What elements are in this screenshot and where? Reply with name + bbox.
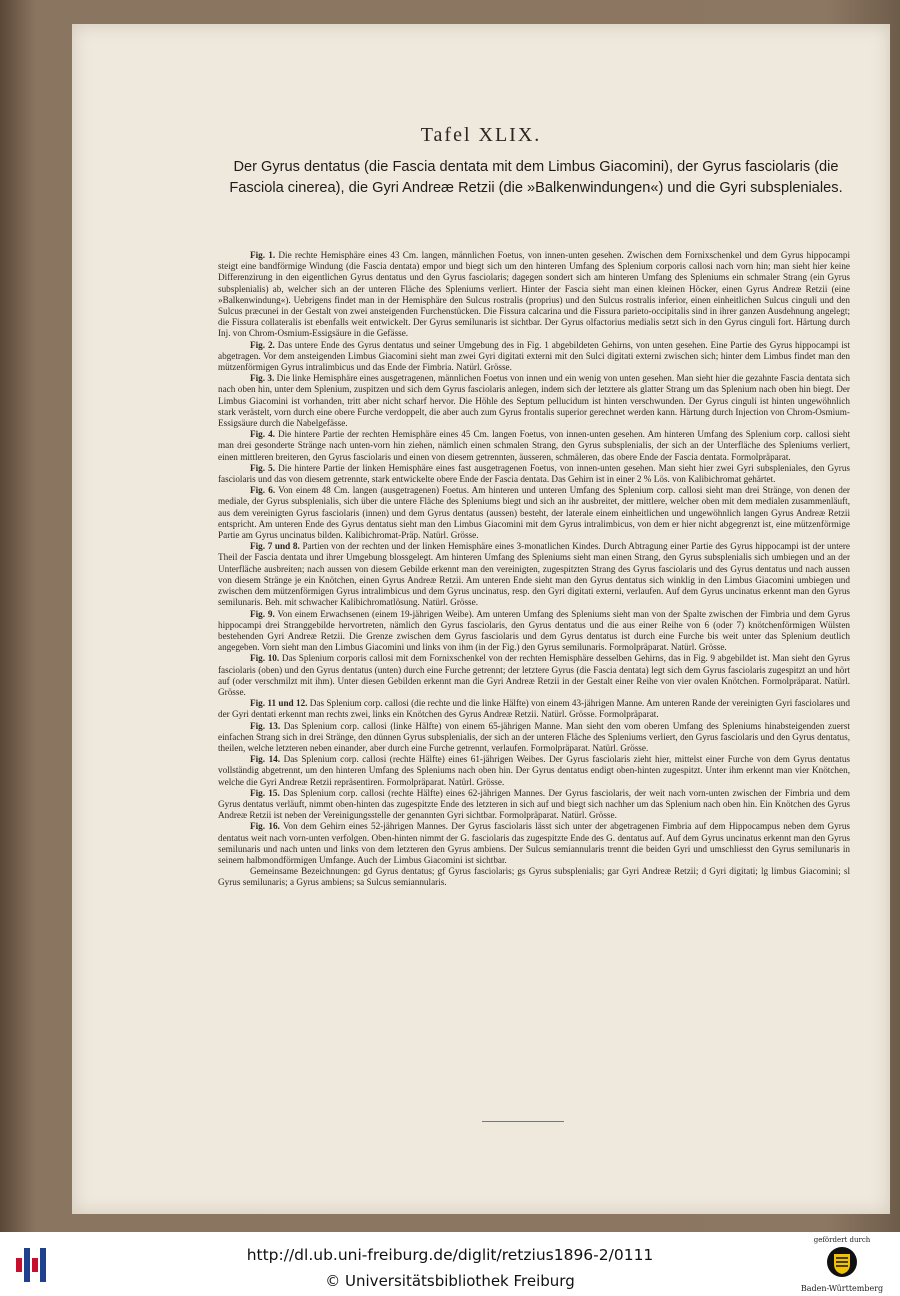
- paragraph-fig-6: Fig. 6. Von einem 48 Cm. langen (ausgetragenen) Foetus. Am hinteren und unteren Umfang des Splenium corp. callosi sieht man drei Stränge, von denen der mediale, der Gyrus subsplenialis, sich über die untere Fläche des Spleniums biegt und sich an ihr ausbreitet, der mittlere, welcher oben mit dem medialen zusammenläuft, aus dem vereinigten Gyrus fasciolaris (innen) und dem Gyrus dentatus (aussen) besteht, der laterale einem einheitlichen und ungewöhnlich langen Gyrus Andreæ Retzii entspricht. Am unteren Ende des Gyrus dentatus sieht man den Limbus Giacomini mit dem Gyrus intralimbicus, von dem er hier nicht abgegrenzt ist, eine mützenförmige Partie am Gyrus uncinatus bilden. Kalibichromat-Präp. Natürl. Grösse.: [218, 485, 850, 541]
- plate-heading: Der Gyrus dentatus (die Fascia dentata mit dem Limbus Giacomini), der Gyrus fasciolaris (die Fasciola cinerea), die Gyri Andreæ Retzii (die »Balkenwindungen«) und die Gyri subspleniales.: [229, 159, 843, 196]
- paragraph-fig-11-12: Fig. 11 und 12. Das Splenium corp. callosi (die rechte und die linke Hälfte) von einem 43-jährigen Manne. Am unteren Rande der vereinigten Gyri fasciolares und der Gyri dentati erkennt man rechts zwei, links ein Knötchen des Gyrus Andreæ Retzii. Natürl. Grösse. Formolpräparat.: [218, 698, 850, 720]
- funder-badge: [790, 1236, 894, 1294]
- paragraph-fig-14: Fig. 14. Das Splenium corp. callosi (rechte Hälfte) eines 61-jährigen Weibes. Der Gyrus fasciolaris zieht hier, mittelst einer Furche von dem Gyrus dentatus vollständig abgetrennt, um den hinteren Umfang des Spleniums nach oben hin. Der Gyrus dentatus endigt oben-hinten zugespitzt. Unter ihm erkennt man vier Knötchen, welche die Gyri Andreæ Retzii repräsentiren. Formolpräparat. Natürl. Grösse.: [218, 754, 850, 787]
- paragraph-fig-4: Fig. 4. Die hintere Partie der rechten Hemisphäre eines 45 Cm. langen Foetus, von innen-unten gesehen. Am hinteren Umfang des Splenium corp. callosi sieht man drei gesonderte Stränge nach unten-vorn hin ziehen, nämlich einen schmalen Strang, den Gyrus subsplenialis, der sich an der Unterfläche des Spleniums verliert, einen mittleren breiteren, den Gyrus fasciolaris und einen von diesem getrennten, äusseren, schmäleren, das obere Ende der Fascia dentata. Formolpräparat.: [218, 429, 850, 462]
- paragraph-legend: Gemeinsame Bezeichnungen: gd Gyrus dentatus; gf Gyrus fasciolaris; gs Gyrus subsplenialis; gar Gyri Andreæ Retzii; d Gyri digitati; lg limbus Giacomini; sl Gyrus semilunaris; a Gyrus ambiens; sa Sulcus semiannularis.: [218, 866, 850, 888]
- paragraph-fig-15: Fig. 15. Das Splenium corp. callosi (rechte Hälfte) eines 62-jährigen Mannes. Der Gyrus fasciolaris, der weit nach vorn-unten zwischen der Fimbria und dem Gyrus dentatus verläuft, nimmt oben-hinten das zugespitzte Ende des letzteren in sich auf und biegt sich nachher um das Splenium nach oben hin. Ein Knötchen des Gyrus Andreæ Retzii ist neben der Vereinigungsstelle der genannten Gyri sichtbar. Formolpräparat. Natürl. Grösse.: [218, 787, 850, 821]
- copyright-text: © Universitätsbibliothek Freiburg: [325, 1272, 575, 1290]
- source-url-link[interactable]: http://dl.ub.uni-freiburg.de/diglit/retzius1896-2/0111: [246, 1246, 654, 1264]
- paragraph-fig-2: Fig. 2. Das untere Ende des Gyrus dentatus und seiner Umgebung des in Fig. 1 abgebildeten Gehirns, von unten gesehen. Eine Partie des Gyrus hippocampi ist abgetragen. Vor dem ansteigenden Limbus Giacomini sieht man zwei Gyri digitati externi mit den Sulci digitati externi zwischen sich; hinter dem Limbus findet man den mützenförmigen Gyrus intralimbicus und das Ende der Fimbria. Natürl. Grösse.: [218, 339, 850, 373]
- paragraph-fig-9: Fig. 9. Von einem Erwachsenen (einem 19-jährigen Weibe). Am unteren Umfang des Spleniums sieht man von der Spalte zwischen der Fimbria und dem Gyrus hippocampi drei Stranggebilde hervortreten, nämlich den Gyrus fasciolaris, den Gyrus dentatus und die aus einer Reihe von 6 (oder 7) knötchenförmigen Wülsten bestehenden Gyri Andreæ Retzii. Die Grenze zwischen dem Gyrus fasciolaris und dem Gyrus dentatus ist durch eine Furche bis weit unter das Splenium deutlich angegeben. Vorn sieht man den Limbus Giacomini und links von ihm (in der Fig.) den Gyrus semilunaris. Formolpräparat. Natürl. Grösse.: [218, 608, 850, 653]
- paragraph-fig-7-8: Fig. 7 und 8. Partien von der rechten und der linken Hemisphäre eines 3-monatlichen Kindes. Durch Abtragung einer Partie des Gyrus hippocampi ist der untere Theil der Fascia dentata und ihrer Umgebung blossgelegt. Am hinteren Umfang des Spleniums sieht man einen Strang, den Gyrus subsplenialis sich umbiegen und an der Unterfläche ausbreiten; nach aussen von diesem Gebilde erkennt man den vereinigten, zugespitzten Strang des Gyrus fasciolaris und des Gyrus dentatus und nach aussen von diesem Stränge je ein Knötchen, einen Gyrus Andreæ Retzii. Am unteren Ende sieht man den Gyrus dentatus sich winklig in den Limbus Giacomini umbiegen und zwischen dem mützenförmigen Gyrus intralimbicus und dem Gyrus uncinatus, resp. den Gyri digitati externi, verlaufen. Auf dem Gyrus uncinatus erkennt man den Gyrus semilunaris. Beh. mit schwacher Kalibichromatlösung. Natürl. Grösse.: [218, 541, 850, 608]
- paragraph-fig-5: Fig. 5. Die hintere Partie der linken Hemisphäre eines fast ausgetragenen Foetus, von innen-unten gesehen. Man sieht hier zwei Gyri subspleniales, den Gyrus fasciolaris und das von diesem getrennte, stark entwickelte obere Ende der Fascia dentata. Das Gehirn ist in einer 2 % Lös. von Kalibichromat gehärtet.: [218, 462, 850, 485]
- funder-name: Baden-Württemberg: [800, 1284, 884, 1293]
- plate-title: Tafel XLIX.: [420, 124, 542, 146]
- funder-label: gefördert durch: [813, 1236, 871, 1244]
- paragraph-fig-13: Fig. 13. Das Splenium corp. callosi (linke Hälfte) von einem 65-jährigen Manne. Man sieht den vom oberen Umfang des Spleniums hinabsteigenden zuerst einfachen Strang sich in drei Stränge, den dünnen Gyrus subsplenialis, der sich an der unteren Fläche des Spleniums verliert, den Gyrus fasciolaris und den Gyrus dentatus, theilen, welche letzteren neben einander, aber durch eine Furche getrennt, verlaufen. Formolpräparat. Natürl. Grösse.: [218, 720, 850, 753]
- baden-wuerttemberg-seal-icon: [826, 1246, 858, 1278]
- footer-bar: [0, 1232, 900, 1296]
- document-page: [72, 24, 890, 1214]
- paragraph-fig-10: Fig. 10. Das Splenium corporis callosi mit dem Fornixschenkel von der rechten Hemisphäre desselben Gehirns, das in Fig. 9 abgebildet ist. Man sieht den Gyrus fasciolaris (oben) und den Gyrus dentatus (unten) durch eine Furche getrennt; der letztere Gyrus (die Fascia dentata) legt sich dem Gyrus fasciolaris zugespitzt an und hört auf (oder verschmilzt mit ihm). Unter diesen Gebilden erkennt man die Gyri Andreæ Retzii in der Gestalt einer Reihe von vier ovalen Knötchen. Formolpräparat. Natürl. Grösse.: [218, 653, 850, 697]
- paragraph-fig-3: Fig. 3. Die linke Hemisphäre eines ausgetragenen, männlichen Foetus von innen und ein wenig von unten gesehen. Man sieht hier die gezahnte Fascia dentata sich nach oben hin, unter dem Splenium, zuspitzen und sich dem Gyrus fasciolaris anlegen, indem sich der letztere als glatter Strang um das Splenium nach oben hin biegt. Der Limbus Giacomini ist vorhanden, tritt aber nicht scharf hervor. Die Höhle des Septum pellucidum ist hinten verschwunden. Der Gyrus cinguli ist hinten ungewöhnlich stark verästelt, vorn durch eine obere Furche verdoppelt, die aber auch zum Gyrus frontalis superior gerechnet werden kann. Härtung durch Injection von Chrom-Osmium-Essigsäure durch die Nabelgefässe.: [218, 373, 850, 429]
- paragraph-fig-16: Fig. 16. Von dem Gehirn eines 52-jährigen Mannes. Der Gyrus fasciolaris lässt sich unter der abgetragenen Fimbria auf dem Hippocampus neben dem Gyrus dentatus weit nach vorn-unten verfolgen. Oben-hinten nimmt der G. fasciolaris das zugespitzte Ende des G. dentatus auf. Auf dem Gyrus uncinatus erkennt man den Gyrus semilunaris und nach unten und links von dem letzteren den Gyrus ambiens. Der Sulcus semiannularis trennt die beiden Gyri und umschliesst den Gyrus semilunaris in seinem halbmondförmigen Umfange. Auch der Limbus Giacomini ist sichtbar.: [218, 821, 850, 865]
- paragraph-fig-1: Fig. 1. Die rechte Hemisphäre eines 43 Cm. langen, männlichen Foetus, von innen-unten gesehen. Zwischen dem Fornixschenkel und dem Gyrus hippocampi steigt eine bandförmige Windung (die Fascia dentata) empor und biegt sich um den hinteren Umfang des Splenium corporis callosi nach vorn hin; man sieht hier keine Differenzirung in den eigentlichen Gyrus dentatus und den Gyrus fasciolaris; dagegen sondert sich am hinteren Umfang des Spleniums ein schmaler Strang (ein Gyrus subsplenialis) ab, welcher sich an der unteren Fläche des Spleniums verliert. Hinter der Fascia sieht man einen kleinen Höcker, einen Gyrus Andreæ Retzii (eine »Balkenwindung«). Uebrigens findet man in der Hemisphäre den Sulcus rostralis (proprius) und den Sulcus rostralis inferior, einen einheitlichen Sulcus cinguli und den Sulcus præcunei in der Gestalt von zwei ansteigenden Furchenstücken. Die Fissura calcarina und die Fissura parieto-occipitalis sind in ihrer ganzen Ausdehnung angelegt; die Fissura collateralis ist ebenfalls weit entwickelt. Der Gyrus semilunaris ist sichtbar. Der Gyrus olfactorius medialis setzt sich in den Gyrus cinguli fort. Härtung durch Inj. von Chrom-Osmium-Essigsäure in die Gefässe.: [218, 250, 850, 339]
- end-divider: [482, 1121, 564, 1122]
- figure-descriptions: [218, 250, 850, 1200]
